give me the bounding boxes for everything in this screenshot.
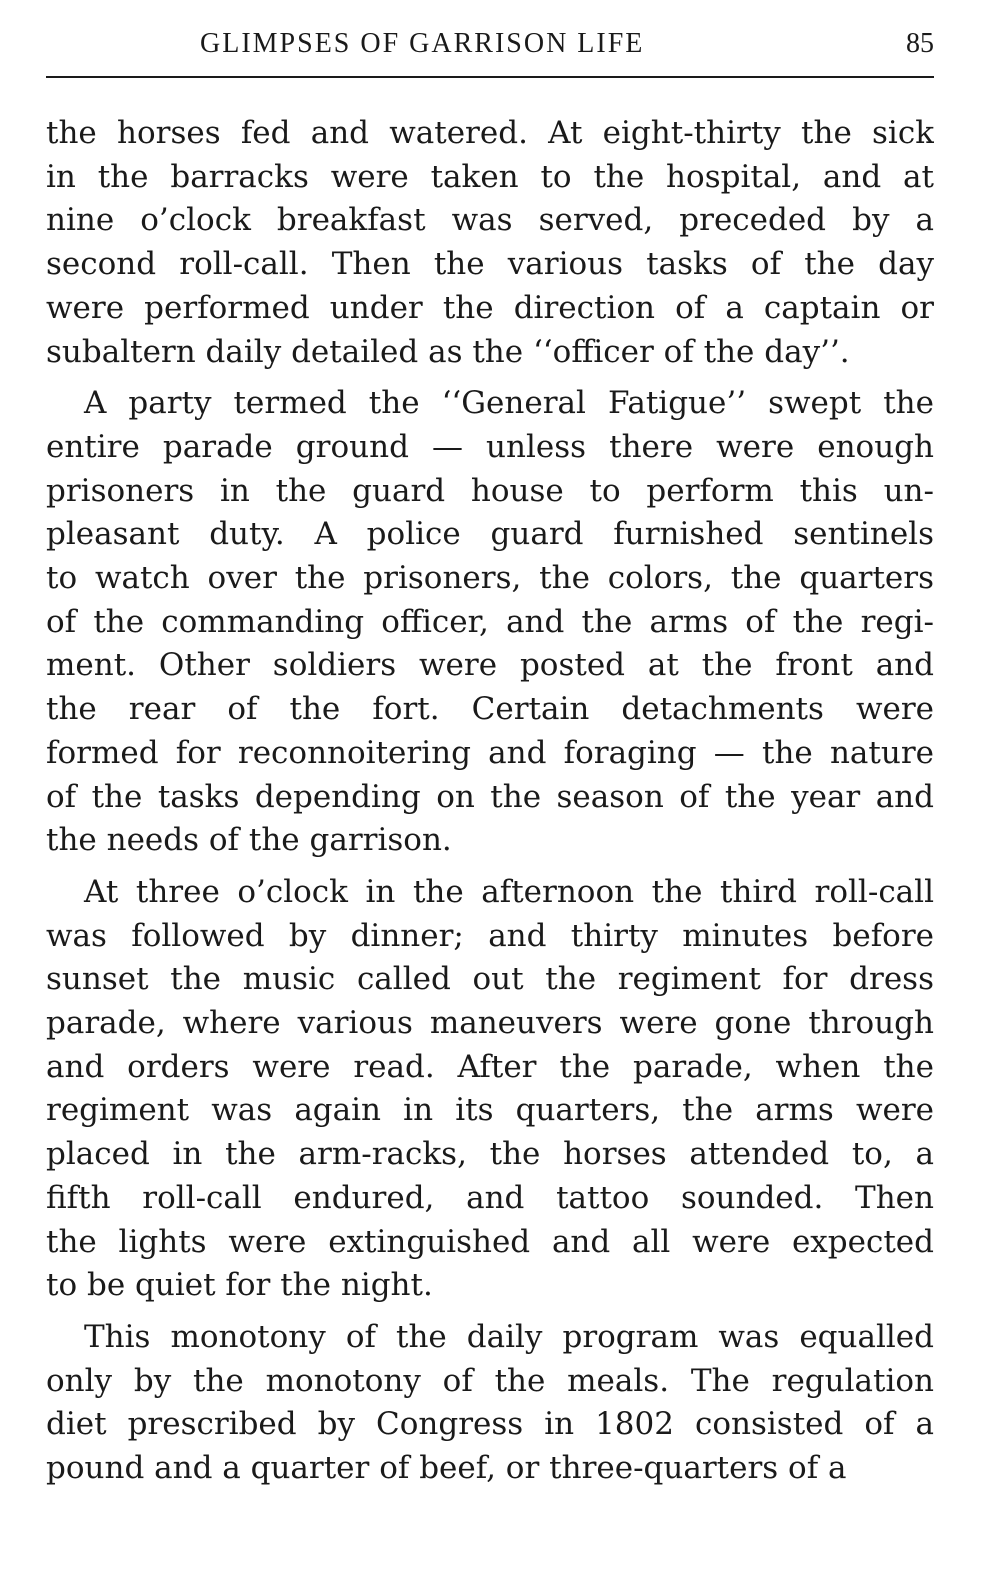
paragraph-gap: [46, 1308, 934, 1316]
text-line: to watch over the prisoners, the colors, the quarters: [46, 560, 934, 597]
text-line: the rear of the fort. Certain detachments were: [46, 691, 934, 728]
text-line: were performed under the direction of a captain or: [46, 289, 934, 326]
text-line: second roll-call. Then the various tasks of the day: [46, 246, 934, 283]
text-line: pound and a quarter of beef, or three-quarters of a: [46, 1450, 847, 1487]
paragraph: [46, 871, 934, 1308]
text-line: subaltern daily detailed as the ‘‘officer of the day’’.: [46, 333, 850, 370]
paragraph-gap: [46, 863, 934, 871]
paragraph: [46, 382, 934, 863]
body-text: [46, 112, 934, 1491]
text-line: placed in the arm-racks, the horses attended to, a: [46, 1136, 934, 1173]
text-line: the lights were extinguished and all were expected: [46, 1223, 934, 1260]
text-line: nine o’clock breakfast was served, preceded by a: [46, 202, 934, 239]
text-line: of the commanding officer, and the arms of the regi-: [46, 603, 934, 640]
text-line: formed for reconnoitering and foraging — the nature: [46, 734, 934, 771]
text-line: ment. Other soldiers were posted at the front and: [46, 647, 934, 684]
page-number: 85: [906, 28, 934, 59]
text-line: the horses fed and watered. At eight-thirty the sick: [46, 115, 934, 151]
text-line: At three o’clock in the afternoon the third roll-call: [84, 873, 934, 910]
running-header: [46, 26, 934, 78]
paragraph: [46, 1316, 934, 1491]
running-title: GLIMPSES OF GARRISON LIFE: [200, 28, 645, 59]
text-line: only by the monotony of the meals. The regulation: [46, 1362, 934, 1399]
paragraph-gap: [46, 374, 934, 382]
book-page: [46, 26, 934, 1576]
text-line: the needs of the garrison.: [46, 822, 452, 859]
text-line: pleasant duty. A police guard furnished sentinels: [46, 516, 934, 553]
text-line: fifth roll-call endured, and tattoo sounded. Then: [46, 1179, 934, 1216]
text-line: This monotony of the daily program was equalled: [84, 1318, 934, 1355]
text-line: entire parade ground — unless there were enough: [46, 428, 934, 465]
paragraph: [46, 112, 934, 374]
text-line: in the barracks were taken to the hospital, and at: [46, 158, 934, 195]
text-line: regiment was again in its quarters, the arms were: [46, 1092, 934, 1129]
text-line: diet prescribed by Congress in 1802 consisted of a: [46, 1406, 934, 1443]
text-line: of the tasks depending on the season of the year and: [46, 778, 934, 815]
text-line: A party termed the ‘‘General Fatigue’’ swept the: [84, 385, 934, 422]
text-line: prisoners in the guard house to perform this un-: [46, 472, 934, 509]
text-line: was followed by dinner; and thirty minutes before: [46, 917, 934, 954]
text-line: parade, where various maneuvers were gone through: [46, 1005, 934, 1042]
text-line: and orders were read. After the parade, when the: [46, 1048, 934, 1085]
text-line: sunset the music called out the regiment for dress: [46, 961, 934, 998]
text-line: to be quiet for the night.: [46, 1267, 433, 1304]
